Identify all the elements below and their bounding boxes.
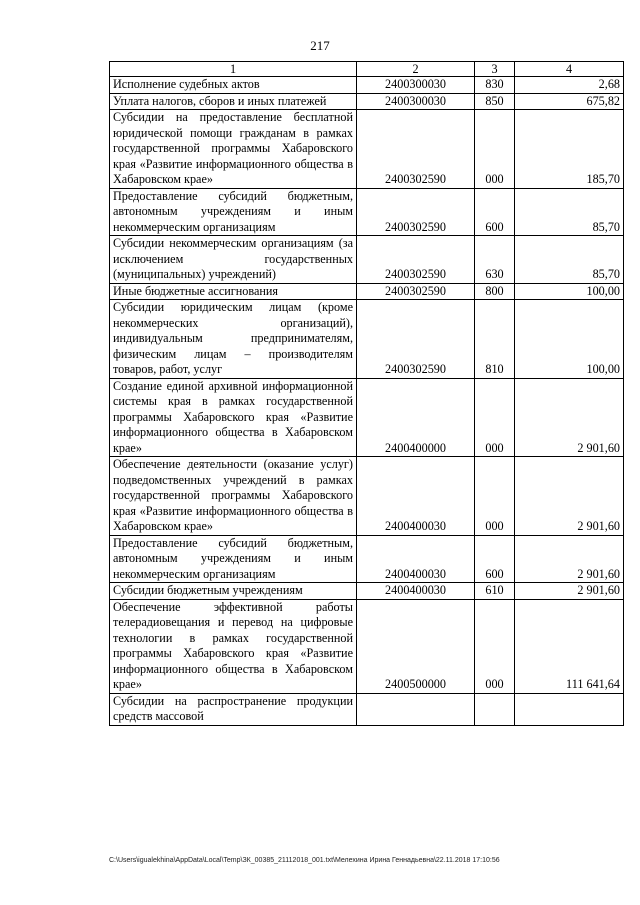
row-type: 800 (475, 283, 515, 300)
table-header-row (110, 62, 624, 77)
row-code: 2400400000 (357, 378, 475, 457)
header-col-3: 3 (475, 62, 515, 77)
table-row (110, 283, 624, 300)
header-col-1: 1 (110, 62, 357, 77)
row-type: 630 (475, 236, 515, 284)
row-name: Субсидии юридическим лицам (кроме некоммерческих организаций), индивидуальным предпринимателям, физическим лицам – производителям товаров, работ, услуг (110, 300, 357, 379)
row-code: 2400302590 (357, 300, 475, 379)
table-row (110, 77, 624, 94)
row-sum: 2 901,60 (515, 378, 624, 457)
row-type: 830 (475, 77, 515, 94)
table-row (110, 300, 624, 379)
row-type: 600 (475, 535, 515, 583)
row-sum: 2 901,60 (515, 583, 624, 600)
row-name: Субсидии на распространение продукции средств массовой (110, 693, 357, 725)
row-type: 000 (475, 378, 515, 457)
row-name: Исполнение судебных актов (110, 77, 357, 94)
header-col-4: 4 (515, 62, 624, 77)
table-row (110, 693, 624, 725)
row-code: 2400302590 (357, 110, 475, 189)
row-code: 2400500000 (357, 599, 475, 693)
row-type: 850 (475, 93, 515, 110)
row-code: 2400300030 (357, 77, 475, 94)
row-sum: 85,70 (515, 236, 624, 284)
row-code: 2400400030 (357, 457, 475, 536)
table-row (110, 188, 624, 236)
row-name: Субсидии на предоставление бесплатной юридической помощи гражданам в рамках государственной программы Хабаровского края «Развитие информационного общества в Хабаровском крае» (110, 110, 357, 189)
row-sum: 100,00 (515, 300, 624, 379)
table-row (110, 599, 624, 693)
row-sum: 2,68 (515, 77, 624, 94)
row-type: 810 (475, 300, 515, 379)
row-code: 2400302590 (357, 283, 475, 300)
row-code: 2400302590 (357, 188, 475, 236)
row-sum: 2 901,60 (515, 535, 624, 583)
row-code (357, 693, 475, 725)
row-sum (515, 693, 624, 725)
table-row (110, 457, 624, 536)
row-code: 2400400030 (357, 535, 475, 583)
row-sum: 100,00 (515, 283, 624, 300)
row-type: 610 (475, 583, 515, 600)
page-number: 217 (310, 38, 330, 53)
table-row (110, 93, 624, 110)
row-code: 2400300030 (357, 93, 475, 110)
row-sum: 85,70 (515, 188, 624, 236)
row-name: Обеспечение эффективной работы телерадиовещания и перевод на цифровые технологии в рамках государственной программы Хабаровского края «Развитие информационного общества в Хабаровском крае» (110, 599, 357, 693)
document-footer-path: C:\Users\igualekhina\AppData\Local\Temp\ЗК_00385_21112018_001.txt\Мелехина Ирина Геннадьевна\22.11.2018 17:10:56 (109, 857, 500, 864)
table-row (110, 583, 624, 600)
row-sum: 111 641,64 (515, 599, 624, 693)
row-sum: 185,70 (515, 110, 624, 189)
row-name: Субсидии некоммерческим организациям (за исключением государственных (муниципальных) учреждений) (110, 236, 357, 284)
table-row (110, 236, 624, 284)
row-type (475, 693, 515, 725)
budget-table (109, 61, 624, 726)
row-name: Обеспечение деятельности (оказание услуг) подведомственных учреждений в рамках государственной программы Хабаровского края «Развитие информационного общества в Хабаровском крае» (110, 457, 357, 536)
row-type: 600 (475, 188, 515, 236)
row-code: 2400302590 (357, 236, 475, 284)
row-type: 000 (475, 599, 515, 693)
row-sum: 675,82 (515, 93, 624, 110)
row-type: 000 (475, 110, 515, 189)
header-col-2: 2 (357, 62, 475, 77)
row-name: Субсидии бюджетным учреждениям (110, 583, 357, 600)
row-name: Уплата налогов, сборов и иных платежей (110, 93, 357, 110)
table-row (110, 378, 624, 457)
row-sum: 2 901,60 (515, 457, 624, 536)
row-name: Иные бюджетные ассигнования (110, 283, 357, 300)
row-code: 2400400030 (357, 583, 475, 600)
row-type: 000 (475, 457, 515, 536)
table-row (110, 110, 624, 189)
row-name: Предоставление субсидий бюджетным, автономным учреждениям и иным некоммерческим организациям (110, 188, 357, 236)
row-name: Предоставление субсидий бюджетным, автономным учреждениям и иным некоммерческим организациям (110, 535, 357, 583)
row-name: Создание единой архивной информационной системы края в рамках государственной программы Хабаровского края «Развитие информационного общества в Хабаровском крае» (110, 378, 357, 457)
table-row (110, 535, 624, 583)
